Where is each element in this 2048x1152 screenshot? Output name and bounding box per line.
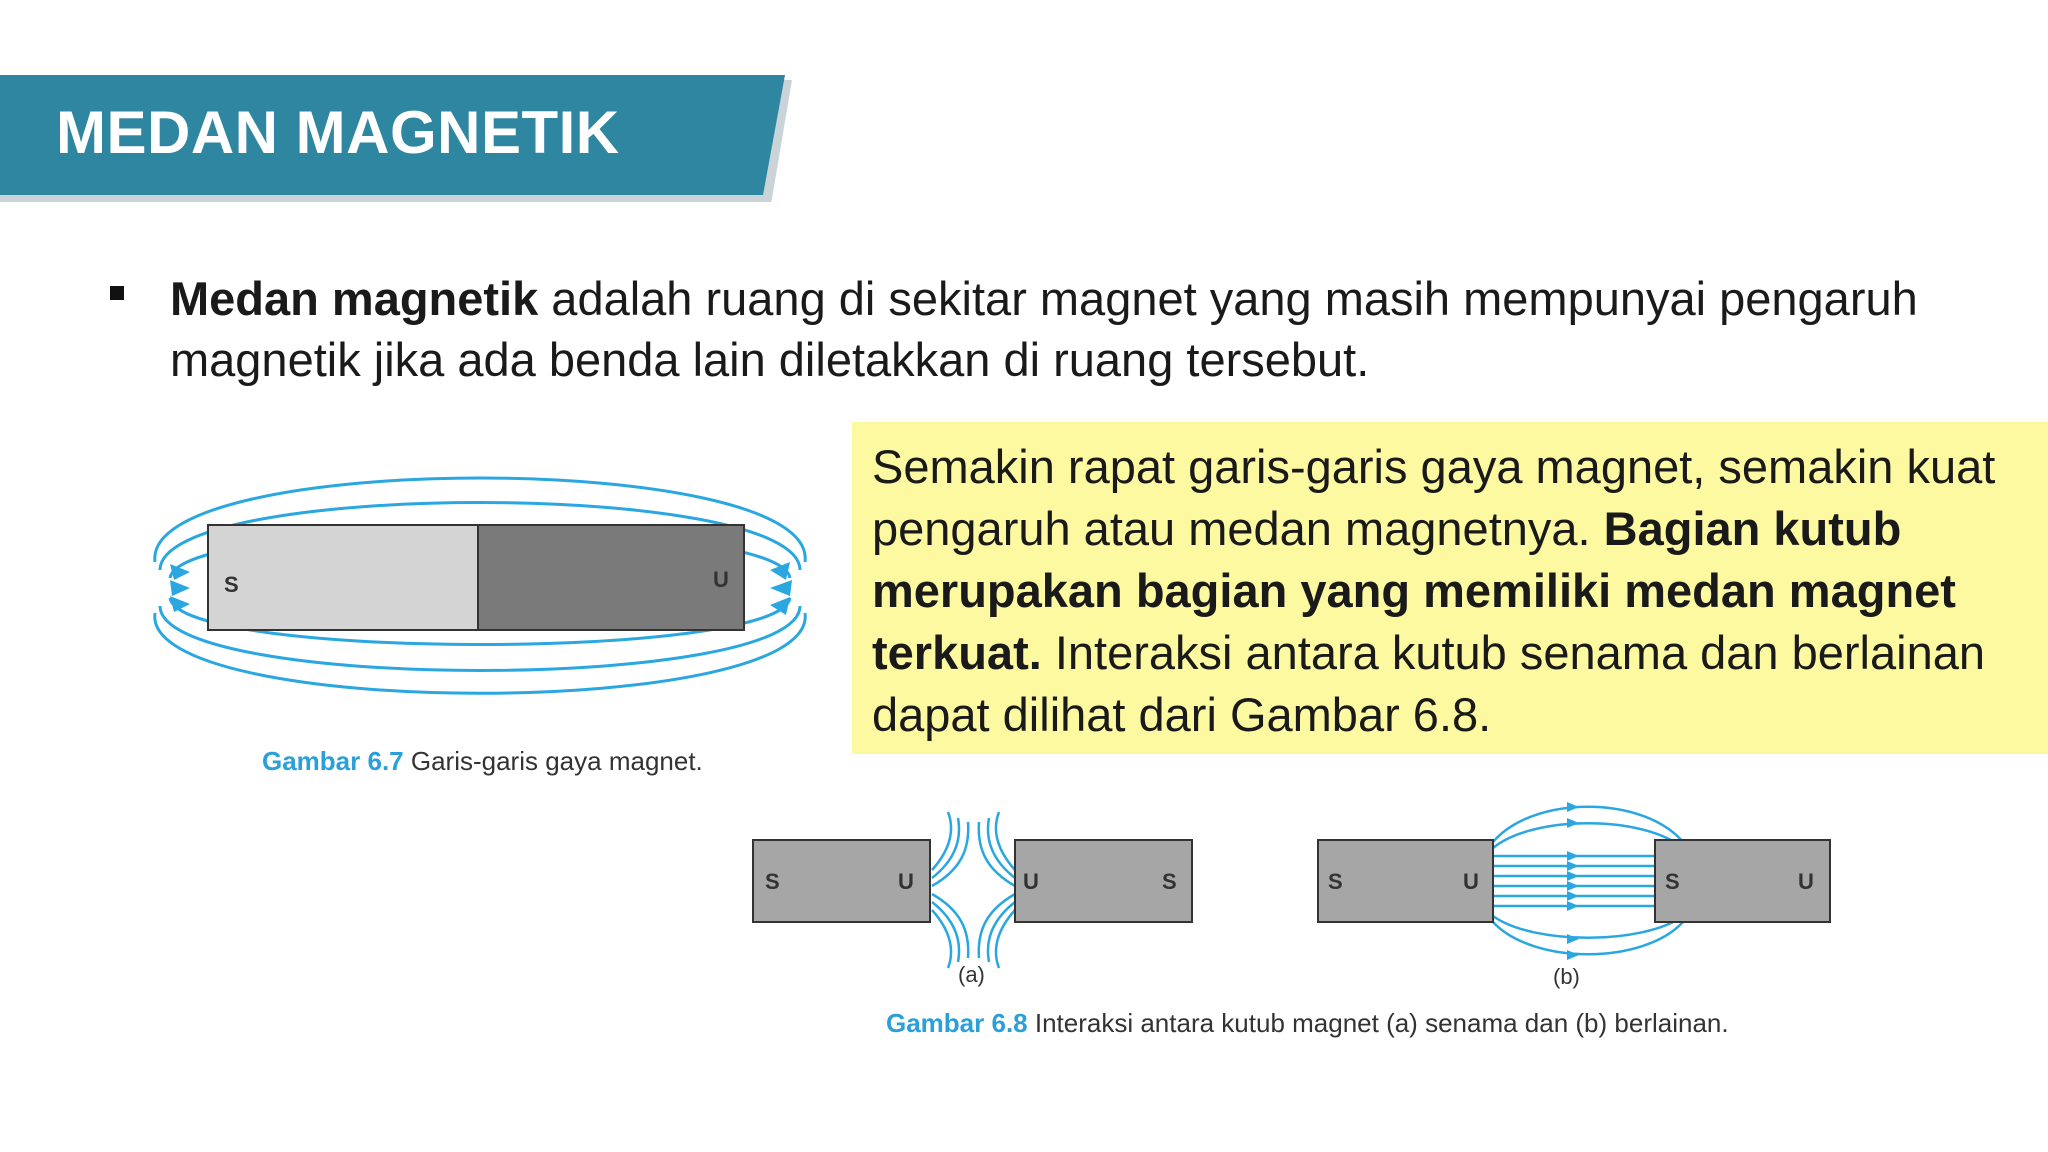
figure-6-8-caption-text: Interaksi antara kutub magnet (a) senama dan (b) berlainan. <box>1027 1008 1729 1038</box>
slide-title: MEDAN MAGNETIK <box>56 99 620 166</box>
highlight-part2: Interaksi antara kutub senama dan berlainan dapat dilihat dari Gambar 6.8. <box>872 626 1985 741</box>
magnet-a2-pole-left: U <box>1023 869 1039 894</box>
highlight-box <box>852 422 2048 754</box>
repel-field-lines <box>932 812 1015 968</box>
figure-6-7-caption-text: Garis-garis gaya magnet. <box>403 746 703 776</box>
magnet-a1-pole-left: S <box>765 869 780 894</box>
bullet-square-icon <box>110 286 124 300</box>
figure-6-8a-like-poles <box>750 810 1200 995</box>
definition-text <box>170 268 1930 390</box>
figure-6-7-bar-magnet <box>130 430 830 720</box>
magnet-south-half <box>208 525 478 630</box>
figure-6-8-caption-label: Gambar 6.8 <box>886 1008 1028 1038</box>
highlight-text <box>872 436 2028 746</box>
figure-6-8b-label: (b) <box>1553 964 1580 989</box>
magnet-b1-pole-right: U <box>1463 869 1479 894</box>
magnet-pole-north: U <box>713 567 729 592</box>
magnet-a2-pole-right: S <box>1162 869 1177 894</box>
definition-term: Medan magnetik <box>170 272 539 325</box>
figure-6-8-caption <box>886 1008 1729 1039</box>
magnet-pole-south: S <box>224 572 239 597</box>
highlight-bold: Bagian kutub merupakan bagian yang memiliki medan magnet terkuat. <box>872 502 1956 679</box>
figure-6-8a-label: (a) <box>958 962 985 987</box>
figure-6-7-caption-label: Gambar 6.7 <box>262 746 404 776</box>
figure-6-7-caption <box>262 746 703 777</box>
magnet-b1-pole-left: S <box>1328 869 1343 894</box>
magnet-a1-pole-right: U <box>898 869 914 894</box>
definition-body: adalah ruang di sekitar magnet yang masih mempunyai pengaruh magnetik jika ada benda lain diletakkan di ruang tersebut. <box>170 272 1918 386</box>
figure-6-8b-unlike-poles <box>1313 800 1843 995</box>
highlight-part1: Semakin rapat garis-garis gaya magnet, semakin kuat pengaruh atau medan magnetnya. <box>872 440 1996 555</box>
magnet-b2-pole-left: S <box>1665 869 1680 894</box>
magnet-b2-pole-right: U <box>1798 869 1814 894</box>
magnet-north-half <box>478 525 744 630</box>
